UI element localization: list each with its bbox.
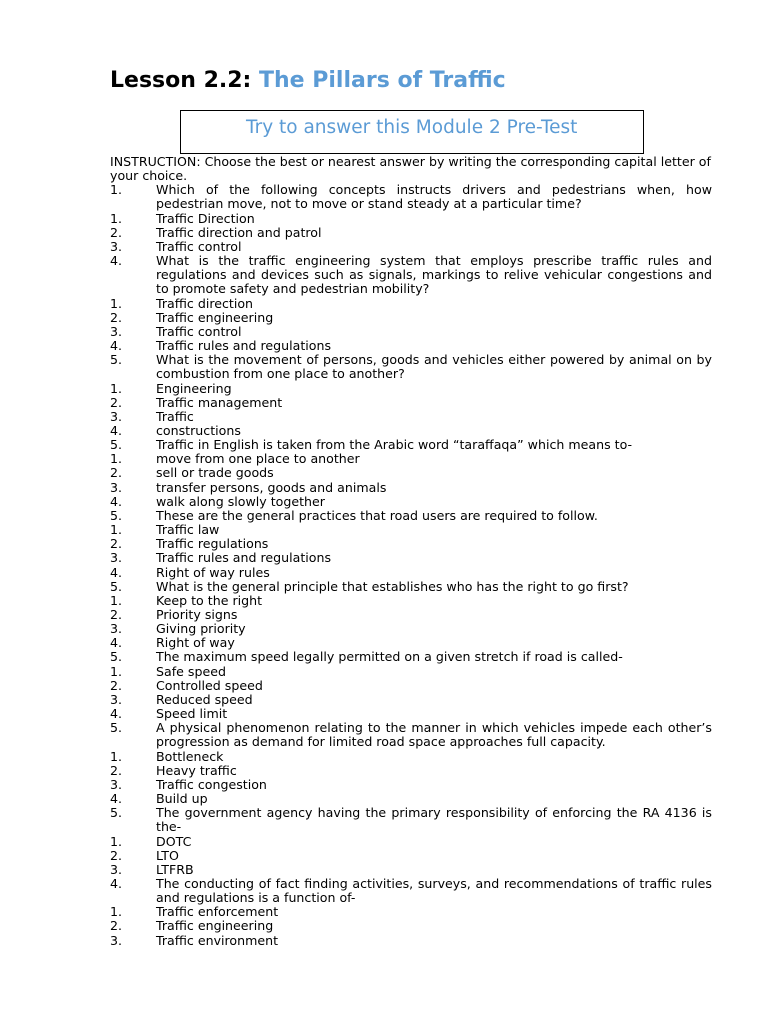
list-number: 1. (110, 380, 123, 396)
option-text: Safe speed (156, 663, 226, 679)
list-number: 4. (110, 422, 123, 438)
option-text: Traffic regulations (156, 536, 269, 552)
list-number: 2. (110, 677, 123, 693)
option-text: Traffic (156, 408, 194, 424)
question-item (110, 353, 712, 381)
option-text: Traffic engineering (156, 918, 274, 934)
option-text: Traffic rules and regulations (156, 550, 332, 566)
list-item (110, 608, 712, 622)
list-item (110, 835, 712, 849)
option-text: Traffic rules and regulations (156, 338, 332, 354)
lesson-title (110, 66, 506, 96)
quiz-list (110, 183, 712, 947)
list-number: 2. (110, 224, 123, 240)
question-text: A physical phenomenon relating to the manner in which vehicles impede each other’s progression as demand for limited road space approaches full capacity. (156, 720, 712, 750)
list-number: 3. (110, 323, 123, 339)
list-item (110, 707, 712, 721)
list-item (110, 325, 712, 339)
question-item (110, 721, 712, 749)
option-text: Traffic Direction (156, 210, 255, 226)
option-text: The maximum speed legally permitted on a given stretch if road is called- (156, 649, 623, 665)
instruction-text: INSTRUCTION: Choose the best or nearest answer by writing the corresponding capital letter of your choice. (110, 154, 711, 184)
list-number: 2. (110, 309, 123, 325)
list-item (110, 863, 712, 877)
list-item (110, 792, 712, 806)
option-text: Traffic control (156, 323, 242, 339)
option-text: Build up (156, 791, 208, 807)
list-item (110, 580, 712, 594)
list-number: 3. (110, 621, 123, 637)
option-text: Traffic control (156, 238, 242, 254)
pretest-banner-text: Try to answer this Module 2 Pre-Test (246, 117, 578, 138)
option-text: Reduced speed (156, 691, 253, 707)
list-number: 4. (110, 706, 123, 722)
list-number: 1. (110, 833, 123, 849)
list-number: 3. (110, 408, 123, 424)
list-item (110, 537, 712, 551)
list-item (110, 339, 712, 353)
list-number: 5. (110, 720, 123, 736)
option-text: DOTC (156, 833, 192, 849)
option-text: Keep to the right (156, 592, 263, 608)
list-item (110, 438, 712, 452)
option-text: Engineering (156, 380, 232, 396)
list-item (110, 297, 712, 311)
list-number: 1. (110, 522, 123, 538)
list-number: 3. (110, 932, 123, 948)
list-item (110, 679, 712, 693)
option-text: walk along slowly together (156, 493, 325, 509)
list-number: 3. (110, 861, 123, 877)
option-text: Traffic management (156, 394, 283, 410)
option-text: Right of way rules (156, 564, 270, 580)
option-text: Traffic direction and patrol (156, 224, 322, 240)
list-item (110, 622, 712, 636)
question-item (110, 254, 712, 296)
list-number: 2. (110, 762, 123, 778)
list-item (110, 693, 712, 707)
list-item (110, 919, 712, 933)
list-number: 1. (110, 592, 123, 608)
list-number: 1. (110, 182, 123, 198)
list-number: 1. (110, 295, 123, 311)
option-text: move from one place to another (156, 451, 360, 467)
option-text: Heavy traffic (156, 762, 237, 778)
list-item (110, 509, 712, 523)
option-text: Traffic law (156, 522, 220, 538)
list-item (110, 650, 712, 664)
option-text: Bottleneck (156, 748, 224, 764)
question-text: The government agency having the primary responsibility of enforcing the RA 4136 is the- (156, 805, 712, 835)
list-item (110, 594, 712, 608)
list-item (110, 396, 712, 410)
list-item (110, 452, 712, 466)
list-number: 4. (110, 791, 123, 807)
list-number: 3. (110, 550, 123, 566)
list-number: 3. (110, 479, 123, 495)
question-text: The conducting of fact finding activities, surveys, and recommendations of traffic rules and regulations is a function of- (156, 875, 712, 906)
option-text: Giving priority (156, 621, 246, 637)
option-text: LTO (156, 847, 179, 863)
option-text: Traffic enforcement (156, 904, 279, 920)
option-text: Speed limit (156, 706, 228, 722)
list-number: 4. (110, 564, 123, 580)
list-number: 5. (110, 649, 123, 665)
list-number: 5. (110, 578, 123, 594)
list-item (110, 566, 712, 580)
list-item (110, 665, 712, 679)
list-item (110, 778, 712, 792)
list-item (110, 934, 712, 948)
list-number: 5. (110, 352, 123, 368)
list-number: 4. (110, 875, 123, 891)
option-text: Traffic in English is taken from the Arabic word “taraffaqa” which means to- (156, 437, 633, 453)
list-number: 5. (110, 507, 123, 523)
list-item (110, 466, 712, 480)
list-number: 1. (110, 210, 123, 226)
list-number: 3. (110, 691, 123, 707)
list-item (110, 750, 712, 764)
list-number: 2. (110, 918, 123, 934)
list-item (110, 764, 712, 778)
list-number: 5. (110, 437, 123, 453)
option-text: sell or trade goods (156, 465, 274, 481)
list-number: 2. (110, 536, 123, 552)
list-number: 2. (110, 607, 123, 622)
list-item (110, 212, 712, 226)
list-number: 2. (110, 465, 123, 481)
option-text: transfer persons, goods and animals (156, 479, 387, 495)
lesson-title-text: The Pillars of Traffic (259, 68, 506, 93)
lesson-label: Lesson 2.2: (110, 68, 252, 93)
list-number: 2. (110, 394, 123, 410)
option-text: What is the general principle that establishes who has the right to go first? (156, 578, 629, 594)
pretest-banner-box (180, 110, 644, 154)
list-item (110, 240, 712, 254)
list-item (110, 636, 712, 650)
option-text: Priority signs (156, 607, 238, 622)
option-text: LTFRB (156, 861, 194, 877)
list-item (110, 424, 712, 438)
list-item (110, 481, 712, 495)
option-text: Traffic engineering (156, 309, 274, 325)
option-text: Traffic direction (156, 295, 254, 311)
question-item (110, 877, 712, 905)
list-number: 1. (110, 451, 123, 467)
list-item (110, 311, 712, 325)
list-item (110, 495, 712, 509)
list-number: 2. (110, 847, 123, 863)
option-text: constructions (156, 422, 241, 438)
list-number: 4. (110, 635, 123, 651)
list-item (110, 905, 712, 919)
list-item (110, 523, 712, 537)
list-number: 3. (110, 776, 123, 792)
list-number: 1. (110, 904, 123, 920)
question-item (110, 183, 712, 211)
option-text: Traffic environment (156, 932, 279, 948)
list-number: 5. (110, 805, 123, 821)
question-text: What is the movement of persons, goods and vehicles either powered by animal on by combustion from one place to another? (156, 352, 712, 382)
question-text: What is the traffic engineering system that employs prescribe traffic rules and regulations and devices such as signals, markings to relive vehicular congestions and to promote safety and pedestrian mobility? (156, 253, 712, 297)
list-number: 4. (110, 493, 123, 509)
question-item (110, 806, 712, 834)
list-number: 3. (110, 238, 123, 254)
list-item (110, 849, 712, 863)
list-item (110, 382, 712, 396)
option-text: Controlled speed (156, 677, 263, 693)
list-item (110, 410, 712, 424)
list-item (110, 551, 712, 565)
question-text: Which of the following concepts instructs drivers and pedestrians when, how pedestrian move, not to move or stand steady at a particular time? (156, 182, 712, 212)
list-number: 1. (110, 663, 123, 679)
option-text: Right of way (156, 635, 235, 651)
quiz-content (110, 155, 712, 948)
option-text: These are the general practices that road users are required to follow. (156, 507, 598, 523)
list-item (110, 226, 712, 240)
option-text: Traffic congestion (156, 776, 267, 792)
list-number: 4. (110, 253, 123, 269)
list-number: 4. (110, 338, 123, 354)
list-number: 1. (110, 748, 123, 764)
